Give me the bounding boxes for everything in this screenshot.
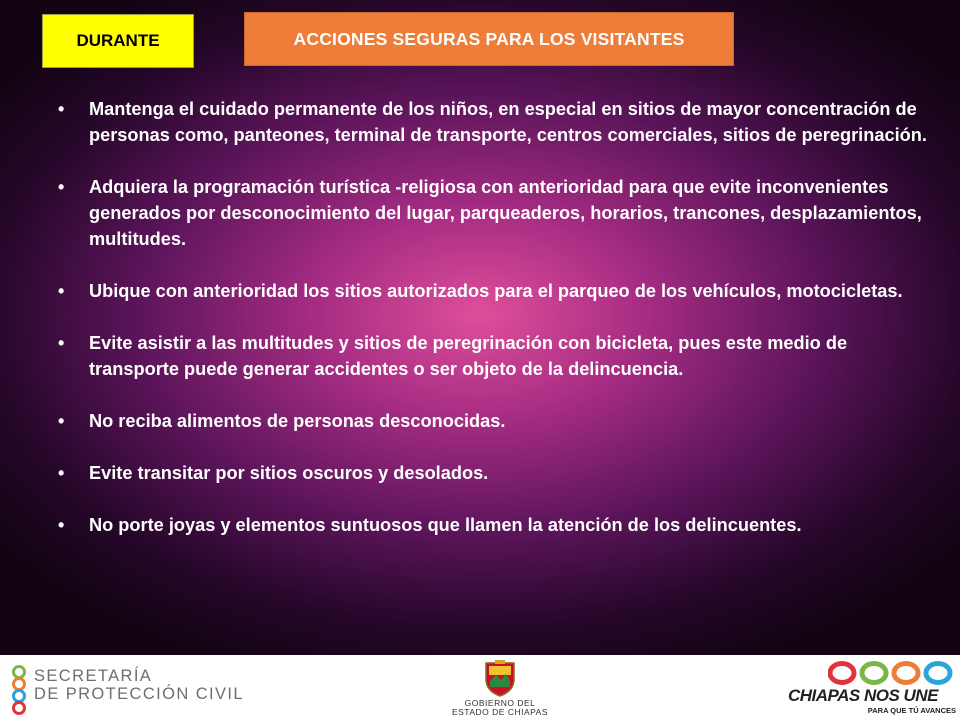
list-item-text: No reciba alimentos de personas desconocidas. bbox=[89, 411, 506, 431]
slide-title-box bbox=[244, 12, 734, 66]
bullet-icon: • bbox=[58, 463, 65, 483]
gobierno-line1: GOBIERNO DEL bbox=[464, 698, 536, 708]
bullet-icon: • bbox=[58, 281, 65, 301]
list-item-text: Evite asistir a las multitudes y sitios de peregrinación con bicicleta, pues este medio de transporte puede generar accidentes o ser objeto de la delincuencia. bbox=[89, 333, 848, 379]
list-item bbox=[58, 174, 938, 252]
list-item bbox=[58, 408, 938, 434]
colored-circles-icon bbox=[828, 661, 956, 685]
rings-logo-icon bbox=[8, 665, 30, 715]
secretaria-proteccion-civil-logo bbox=[8, 659, 270, 716]
tag-durante-label: DURANTE bbox=[76, 31, 160, 50]
tag-durante bbox=[42, 14, 194, 68]
list-item-text: No porte joyas y elementos suntuosos que llamen la atención de los delincuentes. bbox=[89, 515, 802, 535]
list-item-text: Ubique con anterioridad los sitios autorizados para el parqueo de los vehículos, motocicletas. bbox=[89, 281, 903, 301]
chiapas-nos-une-logo bbox=[786, 661, 958, 717]
gobierno-text bbox=[430, 699, 570, 717]
list-item-text: Mantenga el cuidado permanente de los niños, en especial en sitios de mayor concentración de personas como, panteones, terminal de transporte, centros comerciales, sitios de peregrinación. bbox=[89, 99, 927, 145]
list-item-text: Adquiera la programación turística -religiosa con anterioridad para que evite inconvenientes generados por desconocimiento del lugar, parqueaderos, horarios, trancones, desplazamientos, multitudes. bbox=[89, 177, 922, 249]
state-shield-icon bbox=[483, 659, 517, 697]
slide-title: ACCIONES SEGURAS PARA LOS VISITANTES bbox=[293, 28, 685, 49]
bullet-icon: • bbox=[58, 515, 65, 535]
list-item bbox=[58, 512, 938, 538]
bullet-icon: • bbox=[58, 99, 65, 119]
chiapas-slogan: PARA QUE TÚ AVANCES bbox=[867, 706, 956, 715]
secretaria-line1: SECRETARÍA bbox=[34, 667, 153, 685]
safety-actions-list bbox=[58, 96, 938, 564]
list-item bbox=[58, 330, 938, 382]
gobierno-chiapas-logo bbox=[430, 657, 570, 719]
chiapas-nos-une-text: CHIAPAS NOS UNE bbox=[788, 686, 938, 705]
gobierno-line2: ESTADO DE CHIAPAS bbox=[451, 707, 549, 717]
list-item bbox=[58, 460, 938, 486]
list-item bbox=[58, 278, 938, 304]
bullet-icon: • bbox=[58, 177, 65, 197]
footer-logos-bar bbox=[0, 655, 960, 720]
secretaria-text bbox=[34, 667, 244, 703]
bullet-icon: • bbox=[58, 411, 65, 431]
bullet-icon: • bbox=[58, 333, 65, 353]
list-item-text: Evite transitar por sitios oscuros y desolados. bbox=[89, 463, 489, 483]
list-item bbox=[58, 96, 938, 148]
secretaria-line2: DE PROTECCIÓN CIVIL bbox=[34, 685, 244, 703]
